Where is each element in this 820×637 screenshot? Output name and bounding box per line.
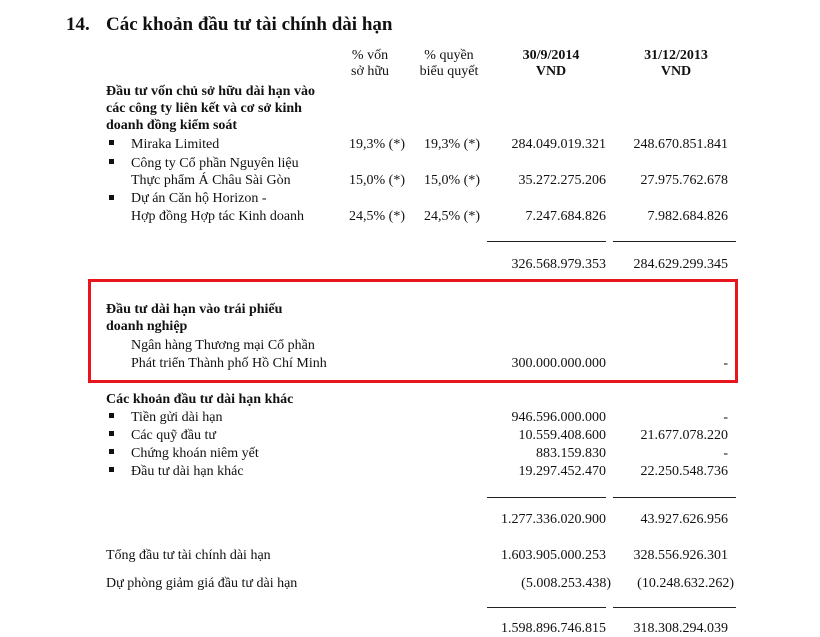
group2-item-label-line2: Phát triển Thành phố Hồ Chí Minh <box>131 356 327 371</box>
group1-item2-voting: 15,0% (*) <box>424 173 480 188</box>
group1-item1-v2014: 284.049.019.321 <box>511 137 606 152</box>
group1-item2-v2014: 35.272.275.206 <box>518 173 606 188</box>
bullet-icon <box>109 140 114 145</box>
header-col-2014 <box>496 48 606 80</box>
group3-total-rule-2014 <box>487 497 606 498</box>
bullet-icon <box>109 159 114 164</box>
net-total-rule-2014 <box>487 607 606 608</box>
header-ownership-line2: sở hữu <box>351 64 389 79</box>
summary-total-2014: 1.603.905.000.253 <box>501 548 606 563</box>
group3-item3-v2014: 883.159.830 <box>536 446 606 461</box>
group1-title <box>106 83 315 134</box>
summary-total-2013: 328.556.926.301 <box>633 548 728 563</box>
group2-title-line2: doanh nghiệp <box>106 319 188 334</box>
header-col-2013 <box>620 48 732 80</box>
group1-total-rule-2014 <box>487 241 606 242</box>
group3-item2-label: Các quỹ đầu tư <box>131 428 216 443</box>
header-voting <box>404 48 494 80</box>
section-title: Các khoản đầu tư tài chính dài hạn <box>106 14 393 35</box>
group3-item1-v2014: 946.596.000.000 <box>511 410 606 425</box>
header-voting-line1: % quyền <box>424 48 474 63</box>
group1-total-2014: 326.568.979.353 <box>511 257 606 272</box>
net-total-2013: 318.308.294.039 <box>633 621 728 636</box>
header-col-2013-date: 31/12/2013 <box>644 48 708 63</box>
group3-item1-label: Tiền gửi dài hạn <box>131 410 223 425</box>
net-total-rule-2013 <box>613 607 736 608</box>
bullet-icon <box>109 195 114 200</box>
group3-total-rule-2013 <box>613 497 736 498</box>
group3-item4-label: Đầu tư dài hạn khác <box>131 464 244 479</box>
header-ownership <box>330 48 410 80</box>
group3-title: Các khoản đầu tư dài hạn khác <box>106 392 294 407</box>
group3-item4-v2014: 19.297.452.470 <box>518 464 606 479</box>
group3-item1-v2013: - <box>723 410 728 425</box>
group1-item3-v2013: 7.982.684.826 <box>647 209 728 224</box>
group3-item2-v2013: 21.677.078.220 <box>640 428 728 443</box>
group2-item-v2014: 300.000.000.000 <box>511 356 606 371</box>
group1-item3-v2014: 7.247.684.826 <box>525 209 606 224</box>
group1-item2-v2013: 27.975.762.678 <box>640 173 728 188</box>
group1-total-rule-2013 <box>613 241 736 242</box>
group1-title-line2: các công ty liên kết và cơ sở kinh <box>106 101 302 116</box>
group2-item-label-line1: Ngân hàng Thương mại Cổ phần <box>131 338 315 353</box>
header-voting-line2: biểu quyết <box>419 64 479 79</box>
header-col-2014-date: 30/9/2014 <box>522 48 580 63</box>
group3-total-2013: 43.927.626.956 <box>640 512 728 527</box>
net-total-2014: 1.598.896.746.815 <box>501 621 606 636</box>
group2-title <box>106 301 282 335</box>
group2-item-v2013: - <box>723 356 728 371</box>
group3-item3-label: Chứng khoán niêm yết <box>131 446 259 461</box>
header-col-2014-unit: VND <box>535 64 567 79</box>
group1-item3-label-line1: Dự án Căn hộ Horizon - <box>131 191 267 206</box>
group1-title-line3: doanh đồng kiểm soát <box>106 118 238 133</box>
group3-total-2014: 1.277.336.020.900 <box>501 512 606 527</box>
bullet-icon <box>109 413 114 418</box>
group1-item1-ownership: 19,3% (*) <box>349 137 405 152</box>
group1-item1-voting: 19,3% (*) <box>424 137 480 152</box>
group1-total-2013: 284.629.299.345 <box>633 257 728 272</box>
header-ownership-line1: % vốn <box>351 48 389 63</box>
summary-total-label: Tổng đầu tư tài chính dài hạn <box>106 548 271 563</box>
group3-item4-v2013: 22.250.548.736 <box>640 464 728 479</box>
summary-provision-2013: (10.248.632.262) <box>637 576 734 591</box>
group1-item1-v2013: 248.670.851.841 <box>633 137 728 152</box>
group1-item2-label-line2: Thực phẩm Á Châu Sài Gòn <box>131 173 291 188</box>
group3-item2-v2014: 10.559.408.600 <box>518 428 606 443</box>
bullet-icon <box>109 467 114 472</box>
group1-item3-ownership: 24,5% (*) <box>349 209 405 224</box>
group1-item2-ownership: 15,0% (*) <box>349 173 405 188</box>
group1-item3-label-line2: Hợp đồng Hợp tác Kinh doanh <box>131 209 305 224</box>
group1-item1-label: Miraka Limited <box>131 137 220 152</box>
group1-title-line1: Đầu tư vốn chủ sở hữu dài hạn vào <box>106 84 315 99</box>
bullet-icon <box>109 449 114 454</box>
section-number: 14. <box>66 14 90 35</box>
header-col-2013-unit: VND <box>660 64 692 79</box>
summary-provision-2014: (5.008.253.438) <box>521 576 611 591</box>
summary-provision-label: Dự phòng giảm giá đầu tư dài hạn <box>106 576 298 591</box>
group2-title-line1: Đầu tư dài hạn vào trái phiếu <box>106 302 283 317</box>
bullet-icon <box>109 431 114 436</box>
group3-item3-v2013: - <box>723 446 728 461</box>
group1-item3-voting: 24,5% (*) <box>424 209 480 224</box>
group1-item2-label-line1: Công ty Cổ phần Nguyên liệu <box>131 156 299 171</box>
